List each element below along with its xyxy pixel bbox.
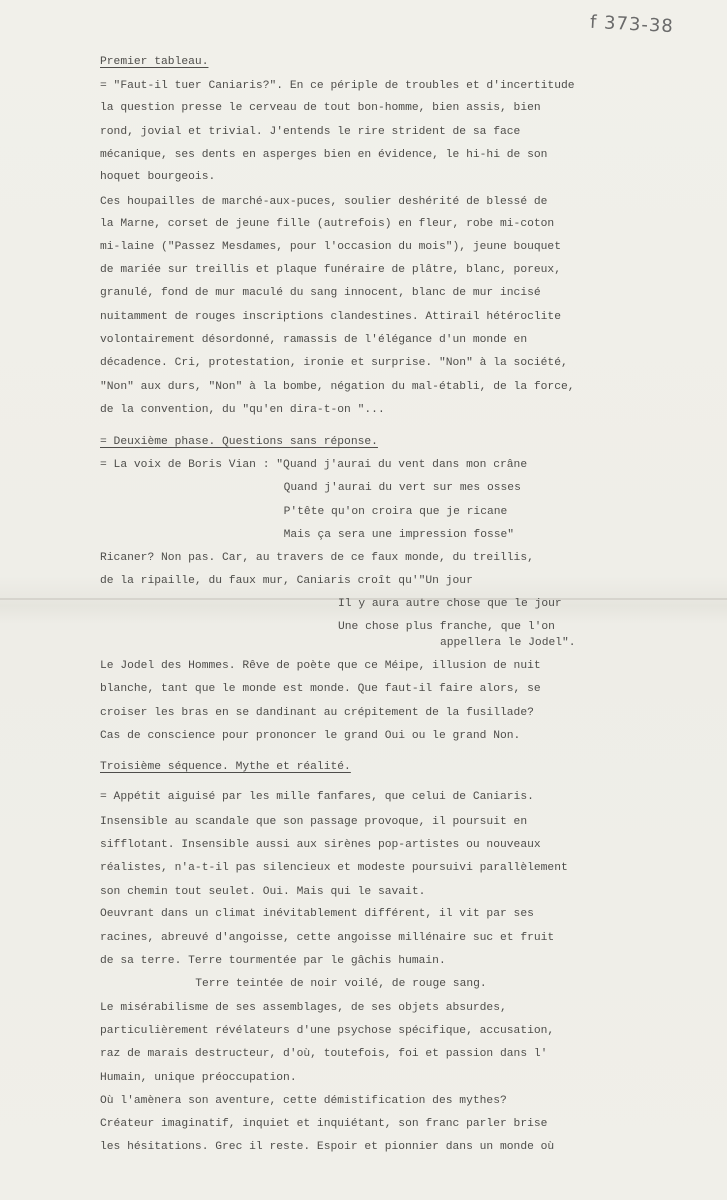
- text-line: réalistes, n'a-t-il pas silencieux et modeste poursuivi parallèlement: [100, 862, 568, 874]
- text-line: "Non" aux durs, "Non" à la bombe, négation du mal-établi, de la force,: [100, 381, 575, 393]
- text-line: = Appétit aiguisé par les mille fanfares, que celui de Caniaris.: [100, 791, 534, 803]
- text-line: Ricaner? Non pas. Car, au travers de ce faux monde, du treillis,: [100, 552, 534, 564]
- text-line: appellera le Jodel".: [440, 637, 576, 649]
- text-line: = La voix de Boris Vian : "Quand j'aurai du vent dans mon crâne: [100, 459, 528, 471]
- text-line: = "Faut-il tuer Caniaris?". En ce périple de troubles et d'incertitude: [100, 80, 575, 92]
- handwritten-archive-reference: f 373-38: [589, 11, 675, 38]
- text-line: les hésitations. Grec il reste. Espoir et pionnier dans un monde où: [100, 1141, 555, 1153]
- section-heading: = Deuxième phase. Questions sans réponse.: [100, 436, 378, 448]
- text-line: la question presse le cerveau de tout bon-homme, bien assis, bien: [100, 102, 541, 114]
- text-line: Il y aura autre chose que le jour: [338, 598, 562, 610]
- text-line: Quand j'aurai du vert sur mes osses: [283, 482, 521, 494]
- text-line: mi-laine ("Passez Mesdames, pour l'occasion du mois"), jeune bouquet: [100, 241, 561, 253]
- text-line: de mariée sur treillis et plaque funéraire de plâtre, blanc, poreux,: [100, 264, 561, 276]
- text-line: Oeuvrant dans un climat inévitablement différent, il vit par ses: [100, 908, 534, 920]
- text-line: décadence. Cri, protestation, ironie et surprise. "Non" à la société,: [100, 357, 568, 369]
- text-line: son chemin tout seulet. Oui. Mais qui le savait.: [100, 886, 426, 898]
- text-line: Humain, unique préoccupation.: [100, 1072, 297, 1084]
- text-line: Mais ça sera une impression fosse": [283, 529, 515, 541]
- text-line: hoquet bourgeois.: [100, 171, 216, 183]
- text-line: de sa terre. Terre tourmentée par le gâchis humain.: [100, 955, 446, 967]
- text-line: racines, abreuvé d'angoisse, cette angoisse millénaire suc et fruit: [100, 932, 555, 944]
- text-line: Ces houpailles de marché-aux-puces, soulier deshérité de blessé de: [100, 196, 548, 208]
- text-line: Le Jodel des Hommes. Rêve de poète que ce Méipe, illusion de nuit: [100, 660, 541, 672]
- text-line: granulé, fond de mur maculé du sang innocent, blanc de mur incisé: [100, 287, 541, 299]
- text-line: blanche, tant que le monde est monde. Que faut-il faire alors, se: [100, 683, 541, 695]
- text-line: particulièrement révélateurs d'une psychose spécifique, accusation,: [100, 1025, 555, 1037]
- text-line: la Marne, corset de jeune fille (autrefois) en fleur, robe mi-coton: [100, 218, 555, 230]
- text-line: Créateur imaginatif, inquiet et inquiétant, son franc parler brise: [100, 1118, 548, 1130]
- section-heading: Premier tableau.: [100, 56, 209, 68]
- text-line: Une chose plus franche, que l'on: [338, 621, 555, 633]
- text-line: Où l'amènera son aventure, cette démistification des mythes?: [100, 1095, 507, 1107]
- text-line: croiser les bras en se dandinant au crépitement de la fusillade?: [100, 707, 534, 719]
- text-line: nuitamment de rouges inscriptions clandestines. Attirail hétéroclite: [100, 311, 561, 323]
- text-line: Cas de conscience pour prononcer le grand Oui ou le grand Non.: [100, 730, 521, 742]
- text-line: P'tête qu'on croira que je ricane: [283, 506, 508, 518]
- text-line: volontairement désordonné, ramassis de l'élégance d'un monde en: [100, 334, 528, 346]
- text-line: Insensible au scandale que son passage provoque, il poursuit en: [100, 816, 528, 828]
- text-line: Terre teintée de noir voilé, de rouge sang.: [195, 978, 487, 990]
- text-line: Le misérabilisme de ses assemblages, de ses objets absurdes,: [100, 1002, 507, 1014]
- text-line: sifflotant. Insensible aussi aux sirènes pop-artistes ou nouveaux: [100, 839, 541, 851]
- text-line: rond, jovial et trivial. J'entends le rire strident de sa face: [100, 126, 521, 138]
- section-heading: Troisième séquence. Mythe et réalité.: [100, 761, 351, 773]
- text-line: de la ripaille, du faux mur, Caniaris croît qu'"Un jour: [100, 575, 473, 587]
- text-line: de la convention, du "qu'en dira-t-on "...: [100, 404, 385, 416]
- text-line: raz de marais destructeur, d'où, toutefois, foi et passion dans l': [100, 1048, 548, 1060]
- text-line: mécanique, ses dents en asperges bien en évidence, le hi-hi de son: [100, 149, 548, 161]
